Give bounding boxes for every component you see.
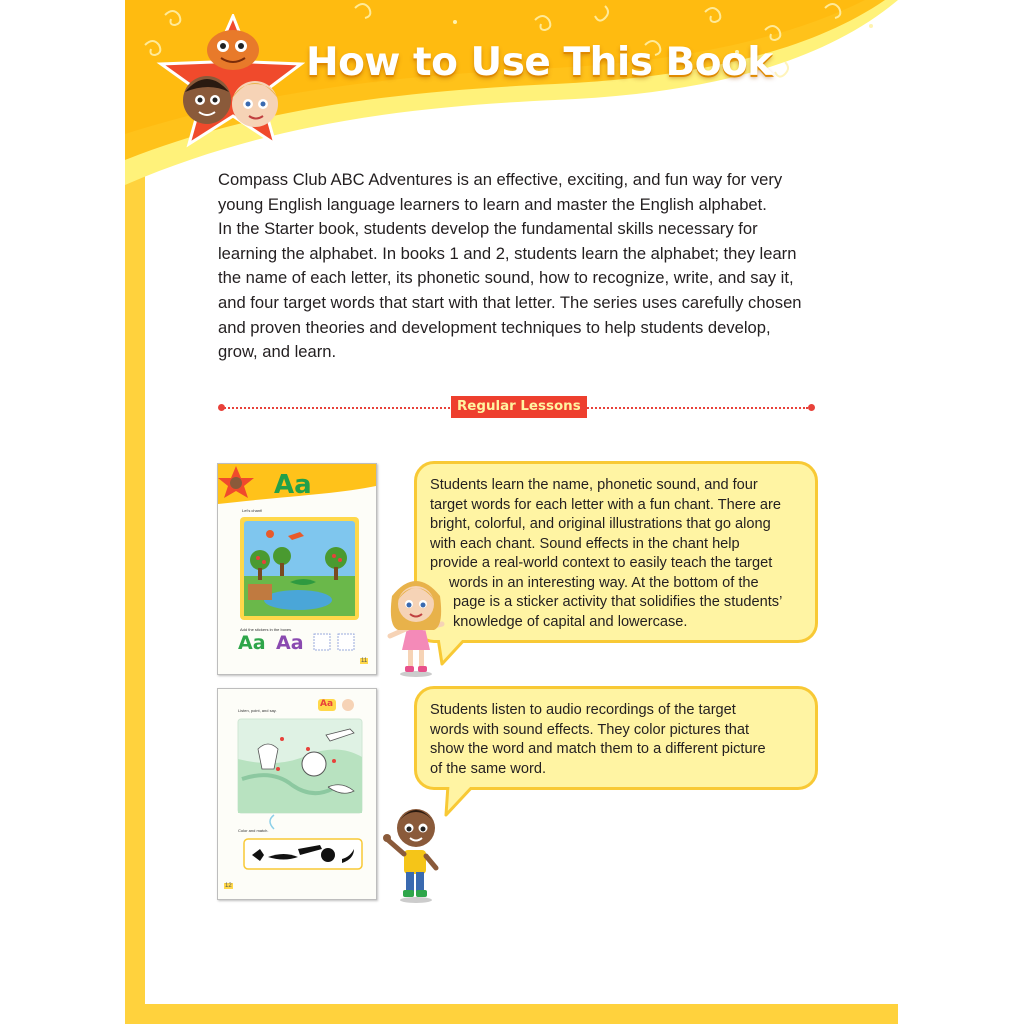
- bubble-line: of the same word.: [430, 760, 546, 777]
- bubble-line: page is a sticker activity that solidifies the students’: [453, 594, 783, 610]
- bubble-line: with each chant. Sound effects in the chant help: [430, 535, 740, 552]
- divider-dot: [808, 404, 815, 411]
- thumbnail-letter: Aa: [274, 470, 312, 500]
- intro-line: grow, and learn.: [218, 342, 337, 362]
- intro-line: learning the alphabet. In books 1 and 2, students learn the alphabet; they learn: [218, 243, 797, 263]
- bubble-text: [430, 701, 766, 779]
- bubble-line: provide a real-world context to easily teach the target: [430, 555, 773, 571]
- page-title: How to Use This Book: [306, 40, 773, 85]
- thumbnail-page-number: 12: [225, 883, 232, 889]
- boy-character-icon: [378, 800, 448, 904]
- lesson-page-thumbnail: [217, 463, 377, 675]
- page-frame-bottom: [125, 1004, 898, 1024]
- bubble-line: Students learn the name, phonetic sound, and four: [430, 477, 758, 493]
- bubble-text: [430, 476, 782, 632]
- lesson-page-thumbnail: [217, 688, 377, 900]
- bubble-line: show the word and match them to a different picture: [430, 741, 766, 757]
- intro-line: and proven theories and development techniques to help students develop,: [218, 317, 771, 337]
- intro-line: the name of each letter, its phonetic sound, how to recognize, write, and say it,: [218, 268, 794, 288]
- bubble-line: knowledge of capital and lowercase.: [453, 613, 688, 630]
- intro-line: In the Starter book, students develop the fundamental skills necessary for: [218, 219, 758, 239]
- thumbnail-page-number: 11: [361, 658, 368, 664]
- divider-line-right: [580, 407, 808, 409]
- thumbnail-instruction: Color and match.: [238, 828, 269, 833]
- bubble-line: bright, colorful, and original illustrations that go along: [430, 516, 771, 532]
- bubble-line: words with sound effects. They color pictures that: [430, 721, 750, 738]
- bubble-line: target words for each letter with a fun chant. There are: [430, 496, 781, 513]
- divider-line-left: [224, 407, 450, 409]
- mascot-star-icon: [155, 14, 305, 154]
- thumbnail-instruction: Listen, point, and say.: [238, 708, 277, 713]
- intro-line: Compass Club ABC Adventures is an effective, exciting, and fun way for very: [218, 170, 783, 189]
- bubble-line: words in an interesting way. At the bottom of the: [449, 574, 759, 591]
- thumbnail-instruction: Let's chant!: [242, 508, 263, 513]
- section-label: Regular Lessons: [451, 396, 587, 418]
- thumbnail-letter: Aa: [238, 632, 266, 654]
- thumbnail-letter: Aa: [320, 699, 334, 709]
- intro-line: and four target words that start with that letter. The series uses carefully chosen: [218, 292, 802, 312]
- intro-line: young English language learners to learn and master the English alphabet.: [218, 194, 767, 214]
- girl-character-icon: [384, 574, 448, 678]
- bubble-line: Students listen to audio recordings of the target: [430, 702, 736, 718]
- section-divider: [218, 396, 815, 418]
- thumbnail-letter: Aa: [276, 632, 304, 654]
- thumbnail-instruction: Add the stickers in the boxes.: [240, 627, 293, 632]
- intro-paragraph: [218, 168, 828, 365]
